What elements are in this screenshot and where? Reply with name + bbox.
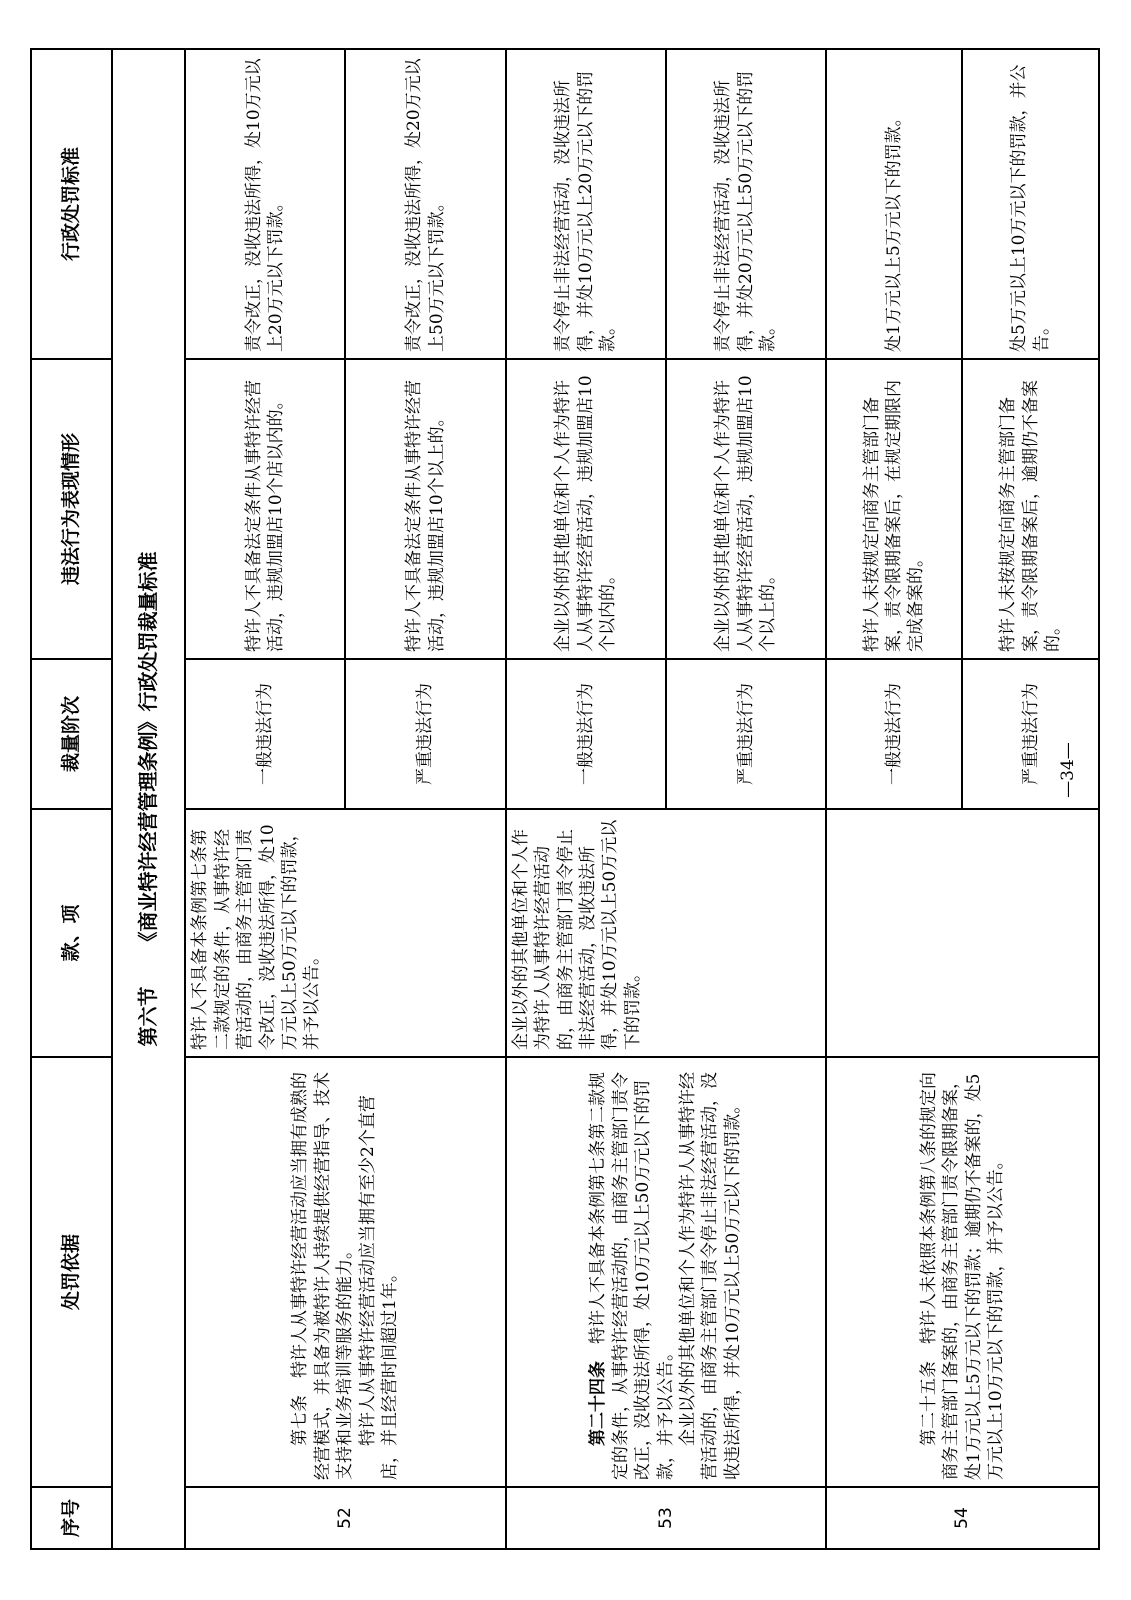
standard-cell: 责令改正，没收违法所得，处20万元以上50万元以下罚款。 (345, 49, 505, 359)
row-seq: 52 (185, 1487, 505, 1549)
level-cell: 一般违法行为 (826, 659, 962, 809)
situation-cell: 企业以外的其他单位和个人作为特许人从事特许经营活动，违规加盟店10个以内的。 (506, 359, 666, 659)
section-label: 第六节 (136, 986, 161, 1047)
situation-cell: 特许人未按规定向商务主管部门备案，责令限期备案后，在规定期限内完成备案的。 (826, 359, 962, 659)
basis-paragraph: 第二十五条 特许人未依照本条例第八条的规定向商务主管部门备案的，由商务主管部门责令限期备案，处1万元以上5万元以下的罚款；逾期仍不备案的，处5万元以上10万元以下的罚款，并予以公告。 (918, 1072, 1006, 1480)
level-cell: 一般违法行为 (506, 659, 666, 809)
table-header-row (31, 49, 112, 1549)
table-row (185, 49, 345, 1549)
basis-paragraph: 特许人从事特许经营活动应当拥有至少2个直营店，并且经营时间超过1年。 (357, 1095, 401, 1480)
basis-paragraph: 第七条 特许人从事特许经营活动应当拥有成熟的经营模式，并具备为被特许人持续提供经营指导、技术支持和业务培训等服务的能力。 (290, 1072, 356, 1480)
row-basis (826, 1057, 1099, 1487)
header-clause: 款、项 (31, 809, 112, 1057)
section-title: 《商业特许经营管理条例》行政处罚裁量标准 (136, 551, 161, 952)
level-cell: 严重违法行为 (345, 659, 505, 809)
row-basis (185, 1057, 505, 1487)
level-cell: 严重违法行为 (962, 659, 1099, 809)
situation-cell: 企业以外的其他单位和个人作为特许人从事特许经营活动，违规加盟店10个以上的。 (666, 359, 826, 659)
penalty-standard-table (30, 48, 1100, 1550)
section-heading (112, 49, 186, 1549)
table-row (826, 49, 962, 1549)
page-number: —34— (1057, 742, 1078, 798)
row-seq: 53 (506, 1487, 826, 1549)
header-level: 裁量阶次 (31, 659, 112, 809)
standard-cell: 责令停止非法经营活动，没收违法所得，并处20万元以上50万元以下的罚款。 (666, 49, 826, 359)
table-row (506, 49, 666, 1549)
standard-cell: 责令停止非法经营活动，没收违法所得，并处10万元以上20万元以下的罚款。 (506, 49, 666, 359)
rotated-table-stage (30, 50, 1100, 1550)
row-basis (506, 1057, 826, 1487)
basis-paragraph: 企业以外的其他单位和个人作为特许人从事特许经营活动的，由商务主管部门责令停止非法经营活动，没收违法所得，并处10万元以上50万元以下的罚款。 (678, 1072, 743, 1480)
situation-cell: 特许人不具备法定条件从事特许经营活动，违规加盟店10个以上的。 (345, 359, 505, 659)
standard-cell: 责令改正，没收违法所得，处10万元以上20万元以下罚款。 (185, 49, 345, 359)
level-cell: 一般违法行为 (185, 659, 345, 809)
row-seq: 54 (826, 1487, 1099, 1549)
basis-paragraph-text: 特许人不具备本条例第七条第二款规定的条件，从事特许经营活动的，由商务主管部门责令改正，没收违法所得，处10万元以上50万元以下的罚款，并予以公告。 (588, 1072, 676, 1480)
situation-cell: 特许人不具备法定条件从事特许经营活动，违规加盟店10个店以内的。 (185, 359, 345, 659)
section-row (112, 49, 186, 1549)
level-cell: 严重违法行为 (666, 659, 826, 809)
situation-cell: 特许人未按规定向商务主管部门备案，责令限期备案后，逾期仍不备案的。 (962, 359, 1099, 659)
row-clause: 企业以外的其他单位和个人作为特许人从事特许经营活动的，由商务主管部门责令停止非法经营活动，没收违法所得，并处10万元以上50万元以下的罚款。 (506, 809, 826, 1057)
basis-paragraph (587, 1064, 677, 1480)
row-clause: 特许人不具备本条例第七条第二款规定的条件，从事特许经营活动的，由商务主管部门责令改正，没收违法所得，处10万元以上50万元以下的罚款，并予以公告。 (185, 809, 505, 1057)
header-basis: 处罚依据 (31, 1057, 112, 1487)
row-clause (826, 809, 1099, 1057)
header-standard: 行政处罚标准 (31, 49, 112, 359)
basis-article-bold: 第二十四条 (588, 1361, 609, 1446)
header-seq: 序号 (31, 1487, 112, 1549)
standard-cell: 处1万元以上5万元以下的罚款。 (826, 49, 962, 359)
standard-cell: 处5万元以上10万元以下的罚款，并公告。 (962, 49, 1099, 359)
header-situation: 违法行为表现情形 (31, 359, 112, 659)
